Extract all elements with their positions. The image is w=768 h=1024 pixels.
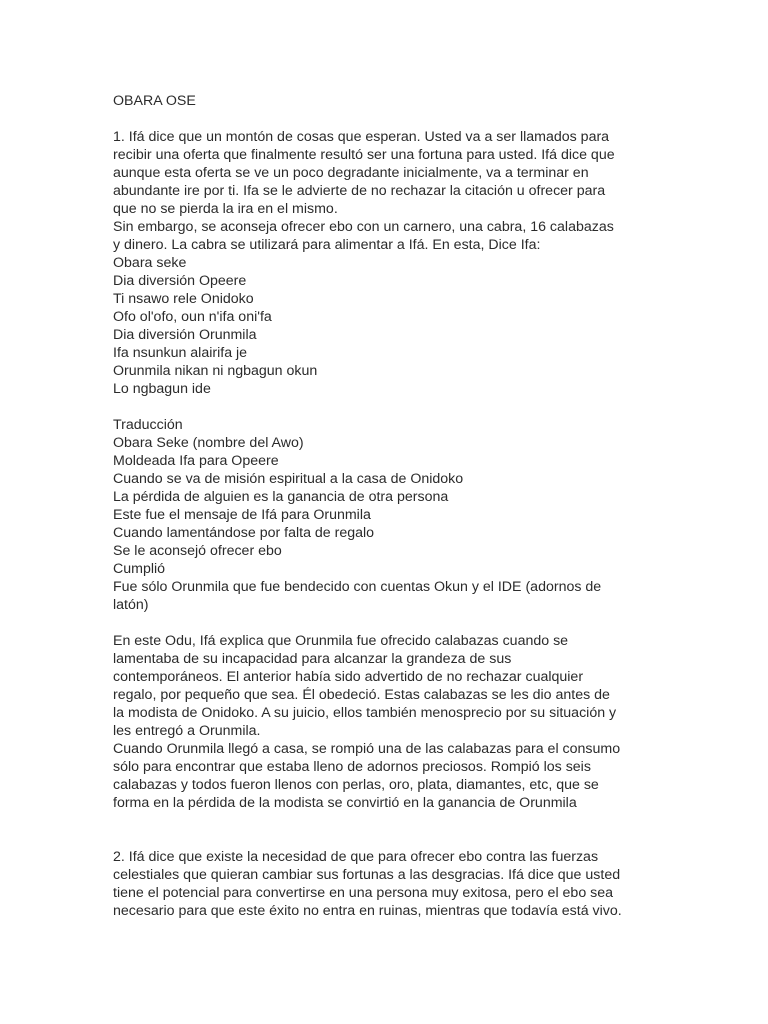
document-page (113, 92, 658, 920)
verse-line: Obara seke (113, 255, 187, 271)
text-line: que no se pierda la ira en el mismo. (113, 201, 338, 217)
verse-line: Ofo ol'ofo, oun n'ifa oni'fa (113, 309, 272, 325)
text-line: abundante ire por ti. Ifa se le advierte de no rechazar la citación u ofrecer para (113, 183, 606, 199)
translation-block (113, 416, 658, 614)
verse-block (113, 254, 658, 398)
verse-line: Ti nsawo rele Onidoko (113, 291, 254, 307)
blank-line (113, 614, 658, 632)
translation-line: Cuando lamentándose por falta de regalo (113, 525, 375, 541)
text-line: regalo, por pequeño que sea. Él obedeció. Estas calabazas se les dio antes de (113, 687, 610, 703)
verse-line: Orunmila nikan ni ngbagun okun (113, 363, 318, 379)
translation-line: Moldeada Ifa para Opeere (113, 453, 279, 469)
translation-line: La pérdida de alguien es la ganancia de otra persona (113, 489, 449, 505)
verse-line: Dia diversión Orunmila (113, 327, 257, 343)
text-line: lamentaba de su incapacidad para alcanzar la grandeza de sus (113, 651, 512, 667)
translation-line: latón) (113, 597, 149, 613)
text-line: aunque esta oferta se ve un poco degradante inicialmente, va a terminar en (113, 165, 589, 181)
text-line: les entregó a Orunmila. (113, 723, 261, 739)
text-line: contemporáneos. El anterior había sido advertido de no rechazar cualquier (113, 669, 584, 685)
verse-line: Dia diversión Opeere (113, 273, 247, 289)
text-line: Sin embargo, se aconseja ofrecer ebo con un carnero, una cabra, 16 calabazas (113, 219, 614, 235)
translation-line: Cumplió (113, 561, 166, 577)
translation-line: Cuando se va de misión espiritual a la casa de Onidoko (113, 471, 464, 487)
explanation-paragraph (113, 632, 658, 812)
section-2-paragraph (113, 848, 658, 920)
text-line: 2. Ifá dice que existe la necesidad de que para ofrecer ebo contra las fuerzas (113, 849, 599, 865)
text-line: calabazas y todos fueron llenos con perlas, oro, plata, diamantes, etc, que se (113, 777, 599, 793)
translation-line: Fue sólo Orunmila que fue bendecido con cuentas Okun y el IDE (adornos de (113, 579, 602, 595)
text-line: En este Odu, Ifá explica que Orunmila fue ofrecido calabazas cuando se (113, 633, 569, 649)
verse-line: Lo ngbagun ide (113, 381, 211, 397)
text-line: recibir una oferta que finalmente resultó ser una fortuna para usted. Ifá dice que (113, 147, 615, 163)
text-line: Cuando Orunmila llegó a casa, se rompió una de las calabazas para el consumo (113, 741, 621, 757)
text-line: sólo para encontrar que estaba lleno de adornos preciosos. Rompió los seis (113, 759, 591, 775)
text-line: tiene el potencial para convertirse en una persona muy exitosa, pero el ebo sea (113, 885, 614, 901)
verse-line: Ifa nsunkun alairifa je (113, 345, 248, 361)
text-line: celestiales que quieran cambiar sus fortunas a las desgracias. Ifá dice que usted (113, 867, 621, 883)
translation-line: Se le aconsejó ofrecer ebo (113, 543, 282, 559)
text-line: y dinero. La cabra se utilizará para alimentar a Ifá. En esta, Dice Ifa: (113, 237, 541, 253)
translation-line: Obara Seke (nombre del Awo) (113, 435, 304, 451)
blank-line (113, 812, 658, 848)
translation-heading: Traducción (113, 417, 183, 433)
document-title: OBARA OSE (113, 93, 196, 109)
translation-line: Este fue el mensaje de Ifá para Orunmila (113, 507, 371, 523)
text-line: la modista de Onidoko. A su juicio, ellos también menosprecio por su situación y (113, 705, 617, 721)
text-line: forma en la pérdida de la modista se convirtió en la ganancia de Orunmila (113, 795, 577, 811)
blank-line (113, 398, 658, 416)
section-1-paragraph (113, 128, 658, 254)
text-line: 1. Ifá dice que un montón de cosas que esperan. Usted va a ser llamados para (113, 129, 610, 145)
blank-line (113, 110, 658, 128)
text-line: necesario para que este éxito no entra en ruinas, mientras que todavía está vivo. (113, 903, 622, 919)
